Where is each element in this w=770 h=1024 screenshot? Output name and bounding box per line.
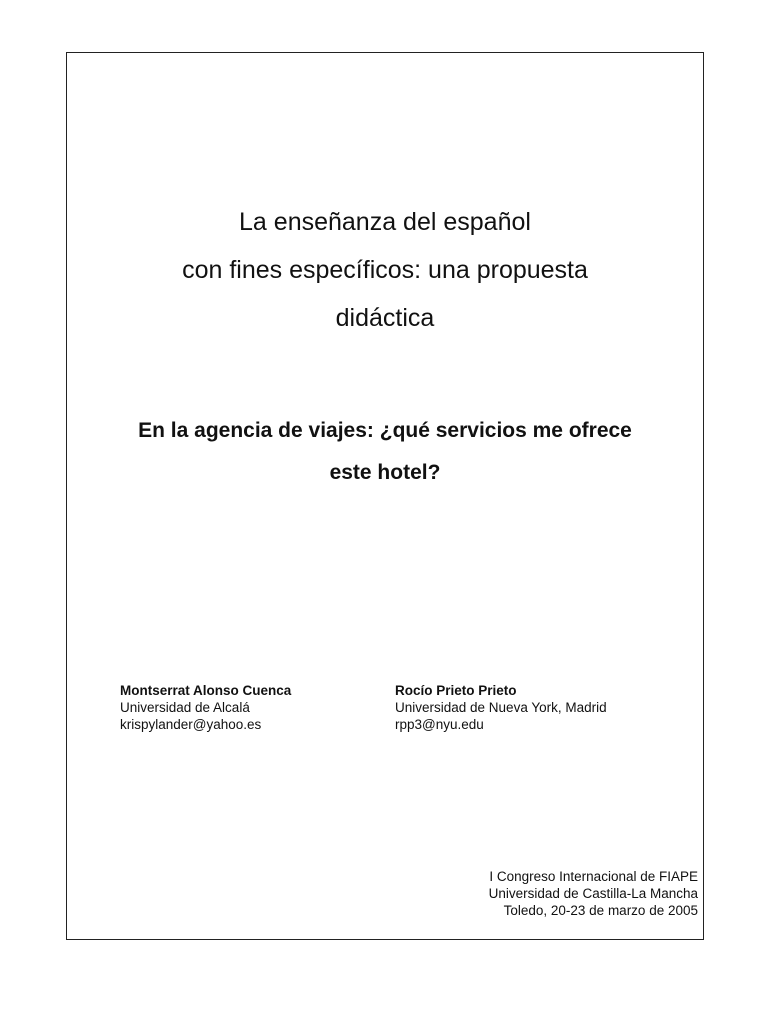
conference-venue: Universidad de Castilla-La Mancha: [488, 886, 698, 901]
author-affiliation: Universidad de Nueva York, Madrid: [395, 700, 607, 715]
document-title: [0, 198, 770, 342]
subtitle-line-1: En la agencia de viajes: ¿qué servicios me ofrece: [138, 419, 632, 442]
title-line-1: La enseñanza del español: [239, 208, 531, 236]
author-name: Montserrat Alonso Cuenca: [120, 683, 292, 698]
document-subtitle: [0, 410, 770, 494]
author-email: krispylander@yahoo.es: [120, 717, 262, 732]
conference-name: I Congreso Internacional de FIAPE: [489, 869, 698, 884]
author-block-2: [395, 682, 607, 733]
author-affiliation: Universidad de Alcalá: [120, 700, 250, 715]
author-name: Rocío Prieto Prieto: [395, 683, 517, 698]
conference-date: Toledo, 20-23 de marzo de 2005: [503, 903, 698, 918]
author-email: rpp3@nyu.edu: [395, 717, 484, 732]
subtitle-line-2: este hotel?: [329, 461, 441, 484]
title-line-2: con fines específicos: una propuesta: [182, 256, 588, 284]
author-block-1: [120, 682, 291, 733]
conference-info: [489, 868, 698, 919]
title-line-3: didáctica: [335, 304, 435, 332]
page-border: [66, 52, 704, 940]
